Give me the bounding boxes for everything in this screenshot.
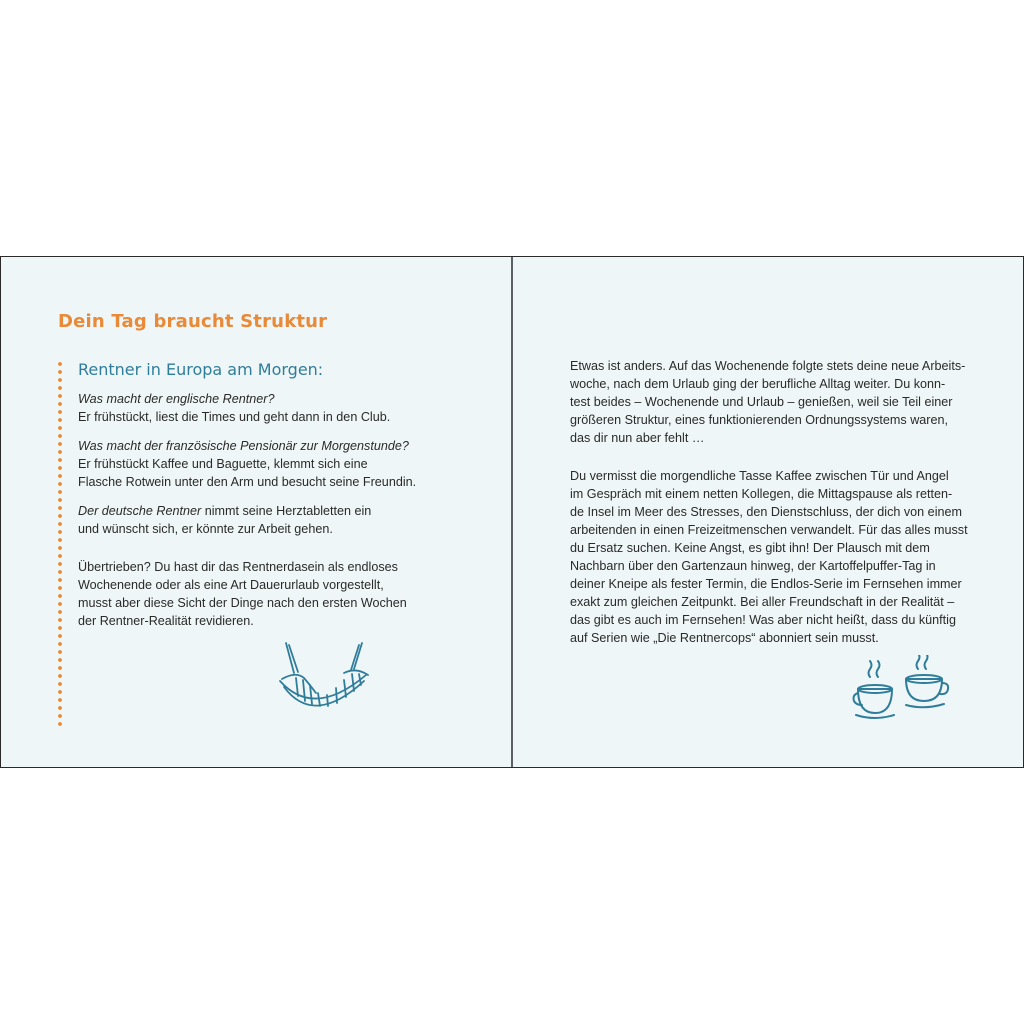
right-paragraph-1 [570,357,990,447]
paragraph-line: auf Serien wie „Die Rentnercops“ abonniert sein musst. [570,631,879,645]
paragraph-line: test beides – Wochenende und Urlaub – genießen, weil sie Teil einer [570,395,953,409]
book-spread [0,256,1024,768]
paragraph-line: exakt zum gleichen Zeitpunkt. Bei aller Freundschaft in der Realität – [570,595,955,609]
paragraph-line: du Ersatz suchen. Keine Angst, es gibt ihn! Der Plausch mit dem [570,541,930,555]
left-paragraph-line: Wochenende oder als eine Art Dauerurlaub vorgestellt, [78,578,384,592]
dotted-rule [57,360,63,728]
q2-answer-line: Flasche Rotwein unter den Arm und besucht seine Freundin. [78,475,417,489]
paragraph-line: das gibt es auch im Fernsehen! Was aber nicht heißt, dass du künftig [570,613,956,627]
left-body-text [78,390,498,641]
paragraph-line: das dir nun aber fehlt … [570,431,705,445]
paragraph-line: deiner Kneipe als fester Termin, die Endlos-Serie im Fernsehen immer [570,577,962,591]
left-paragraph-line: Übertrieben? Du hast dir das Rentnerdasein als endloses [78,560,398,574]
paragraph-line: de Insel im Meer des Stresses, den Dienstschluss, der dich von einem [570,505,962,519]
q2-block [78,437,498,491]
right-page [513,257,1023,767]
q1-question: Was macht der englische Rentner? [78,392,275,406]
q2-question: Was macht der französische Pensionär zur Morgenstunde? [78,439,409,453]
paragraph-line: arbeitenden in einen Freizeitmenschen verwandelt. Für das alles musst [570,523,968,537]
q2-answer-line: Er frühstückt Kaffee und Baguette, klemmt sich eine [78,457,368,471]
paragraph-line: Nachbarn über den Gartenzaun hinweg, der Kartoffelpuffer-Tag in [570,559,936,573]
q3-block [78,502,498,538]
q3-text-line: nimmt seine Herztabletten ein [201,504,372,518]
q1-answer: Er frühstückt, liest die Times und geht dann in den Club. [78,410,391,424]
coffee-cups-icon [850,655,950,721]
paragraph-line: im Gespräch mit einem netten Kollegen, die Mittagspause als retten- [570,487,953,501]
paragraph-line: Etwas ist anders. Auf das Wochenende folgte stets deine neue Arbeits- [570,359,966,373]
section-subtitle: Rentner in Europa am Morgen: [78,360,324,379]
paragraph-line: Du vermisst die morgendliche Tasse Kaffee zwischen Tür und Angel [570,469,949,483]
hammock-icon [274,641,372,717]
right-paragraph-2 [570,467,990,647]
page-title: Dein Tag braucht Struktur [58,311,328,332]
q1-block [78,390,498,426]
paragraph-line: größeren Struktur, eines funktionierenden Ordnungssystems waren, [570,413,949,427]
q3-text-line: und wünscht sich, er könnte zur Arbeit gehen. [78,522,333,536]
paragraph-line: woche, nach dem Urlaub ging der berufliche Alltag weiter. Du konn- [570,377,946,391]
left-paragraph-line: musst aber diese Sicht der Dinge nach den ersten Wochen [78,596,407,610]
left-page [1,257,511,767]
right-body-text [570,357,990,667]
q3-subject: Der deutsche Rentner [78,504,202,518]
left-paragraph-line: der Rentner-Realität revidieren. [78,614,254,628]
left-paragraph [78,558,498,630]
